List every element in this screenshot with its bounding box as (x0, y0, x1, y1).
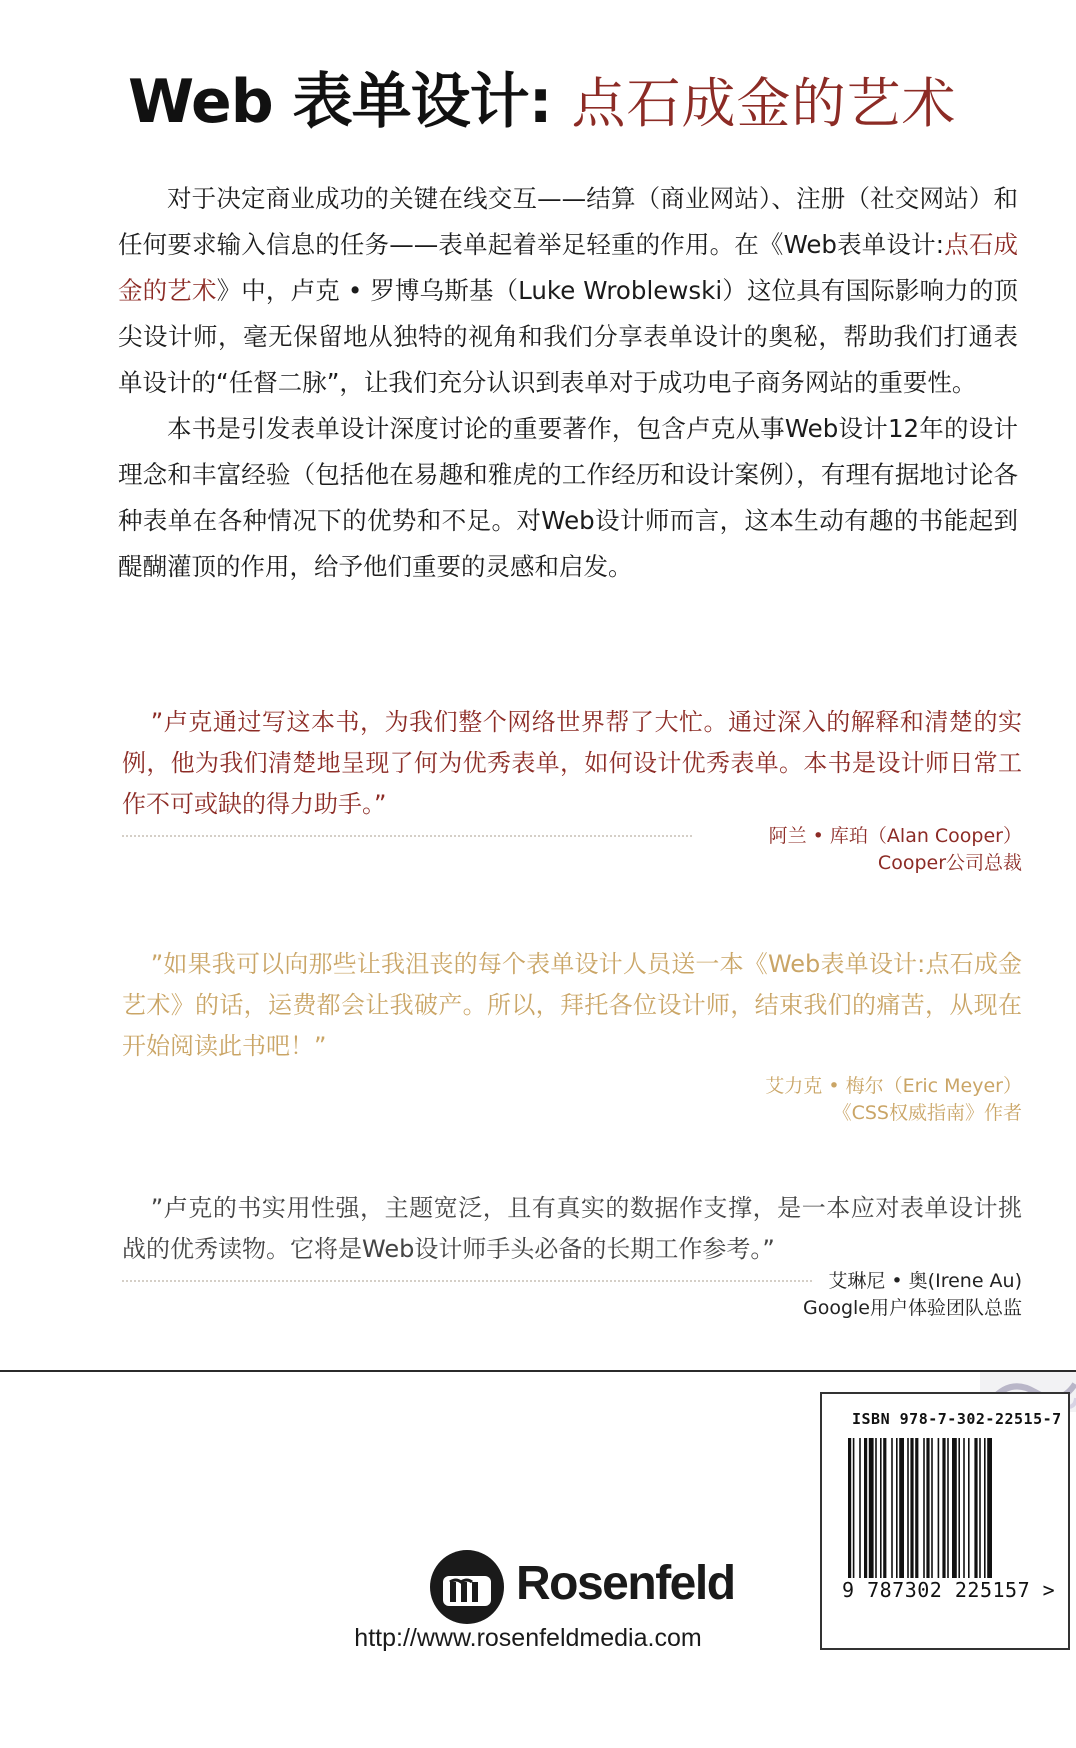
rosenfeld-logo-icon (428, 1548, 506, 1626)
testimonial-attribution (122, 1268, 1022, 1322)
publisher-logo (428, 1548, 768, 1628)
testimonial-role: 《CSS权威指南》作者 (832, 1102, 1022, 1124)
testimonial-1 (122, 702, 1022, 877)
book-title (128, 66, 1048, 140)
title-main: Web 表单设计: (128, 67, 552, 137)
intro-text (118, 176, 1018, 590)
testimonial-attribution (122, 823, 1022, 877)
isbn-label: ISBN 978-7-302-22515-7 (852, 1410, 1062, 1428)
intro-p1-end: 》中，卢克 • 罗博乌斯基（Luke Wroblewski）这位具有国际影响力的顶尖设计师，毫无保留地从独特的视角和我们分享表单设计的奥秘，帮助我们打通表单设计的“任督二脉”，让我们充分认识到表单对于成功电子商务网站的重要性。 (118, 276, 1018, 397)
publisher-name: Rosenfeld (516, 1557, 735, 1610)
isbn-digits: 9 787302 225157 > (842, 1578, 1056, 1602)
testimonial-role: Google用户体验团队总监 (802, 1297, 1022, 1319)
publisher-url[interactable]: http://www.rosenfeldmedia.com (354, 1624, 702, 1652)
testimonial-2 (122, 944, 1022, 1127)
testimonial-text: ”卢克的书实用性强，主题宽泛，且有真实的数据作支撑，是一本应对表单设计挑战的优秀读物。它将是Web设计师手头必备的长期工作参考。” (122, 1194, 1022, 1263)
testimonial-author: 阿兰 • 库珀（Alan Cooper） (768, 825, 1022, 847)
testimonial-attribution (122, 1073, 1022, 1127)
testimonial-3 (122, 1188, 1022, 1322)
intro-p1-start: 对于决定商业成功的关键在线交互——结算（商业网站）、注册（社交网站）和任何要求输入信息的任务——表单起着举足轻重的作用。在《Web表单设计: (118, 184, 1018, 259)
testimonial-text: ”卢克通过写这本书，为我们整个网络世界帮了大忙。通过深入的解释和清楚的实例，他为我们清楚地呈现了何为优秀表单，如何设计优秀表单。本书是设计师日常工作不可或缺的得力助手。” (122, 708, 1022, 818)
intro-paragraph-2: 本书是引发表单设计深度讨论的重要著作，包含卢克从事Web设计12年的设计理念和丰富经验（包括他在易趣和雅虎的工作经历和设计案例），有理有据地讨论各种表单在各种情况下的优势和不足。对Web设计师而言，这本生动有趣的书能起到醍醐灌顶的作用，给予他们重要的灵感和启发。 (118, 414, 1018, 581)
testimonial-author: 艾力克 • 梅尔（Eric Meyer） (765, 1075, 1022, 1097)
testimonial-role: Cooper公司总裁 (877, 852, 1022, 874)
isbn-barcode (820, 1392, 1070, 1650)
testimonial-author: 艾琳尼 • 奥(Irene Au) (828, 1270, 1022, 1292)
title-subtitle: 点石成金的艺术 (571, 72, 957, 135)
testimonial-text: ”如果我可以向那些让我沮丧的每个表单设计人员送一本《Web表单设计:点石成金艺术》的话，运费都会让我破产。所以，拜托各位设计师，结束我们的痛苦，从现在开始阅读此书吧！” (122, 950, 1022, 1060)
barcode-bars-icon (846, 1438, 1046, 1598)
intro-p1-highlight: 点石成金的艺术 (118, 230, 1019, 305)
intro-paragraph-1 (118, 176, 1018, 406)
section-divider (0, 1370, 1076, 1372)
